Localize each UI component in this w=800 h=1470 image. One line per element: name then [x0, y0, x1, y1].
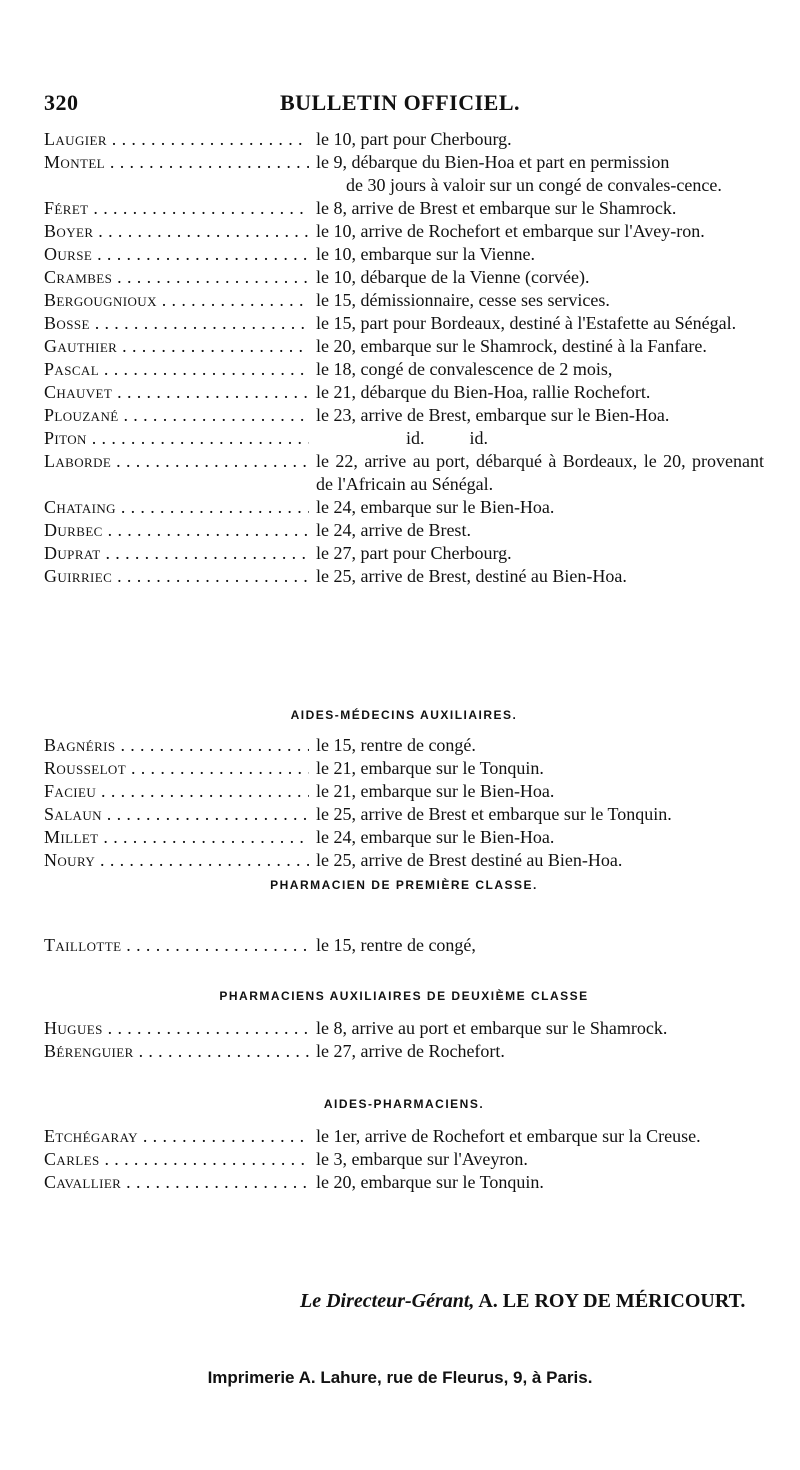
entry-name: Facieu . . .	[44, 780, 309, 803]
entry-desc: le 15, rentre de congé.	[316, 735, 476, 755]
entry	[44, 1148, 764, 1171]
entry-desc: le 27, part pour Cherbourg.	[316, 543, 512, 563]
entry-name: Gauthier . . .	[44, 335, 309, 358]
entry-list-group-4	[44, 1017, 764, 1063]
entry-name: Crambes . . .	[44, 266, 309, 289]
entry-name: Laugier . . .	[44, 128, 309, 151]
entry-desc: le 8, arrive au port et embarque sur le Shamrock.	[316, 1018, 668, 1038]
entry	[44, 826, 764, 849]
entry-desc: le 10, part pour Cherbourg.	[316, 129, 512, 149]
entry-name: Millet . . .	[44, 826, 309, 849]
entry-list-group-2	[44, 734, 764, 872]
printer-footer: Imprimerie A. Lahure, rue de Fleurus, 9, à Paris.	[207, 1368, 593, 1387]
entry-desc: le 24, embarque sur le Bien-Hoa.	[316, 497, 555, 517]
entry-name: Plouzané . . .	[44, 404, 309, 427]
entry-name: Duprat . . .	[44, 542, 309, 565]
entry-name: Rousselot . . .	[44, 757, 309, 780]
entry-name: Bérenguier . . .	[44, 1040, 309, 1063]
entry	[44, 780, 764, 803]
section-heading-pharmacien-premiere-classe: PHARMACIEN DE PREMIÈRE CLASSE.	[270, 878, 538, 892]
entry-name: Bergougnioux . . .	[44, 289, 309, 312]
entry-desc-continuation: de 30 jours à valoir sur un congé de convales-cence.	[346, 175, 722, 195]
entry	[44, 312, 764, 335]
entry-name: Salaun . . .	[44, 803, 309, 826]
section-heading-pharmaciens-auxiliaires: PHARMACIENS AUXILIAIRES DE DEUXIÈME CLASSE	[219, 989, 589, 1003]
entry-desc: le 8, arrive de Brest et embarque sur le Shamrock.	[316, 198, 677, 218]
entry	[44, 542, 764, 565]
page-number: 320	[44, 90, 79, 115]
entry-desc: le 10, arrive de Rochefort et embarque sur l'Avey-ron.	[316, 221, 705, 241]
entry-desc: le 27, arrive de Rochefort.	[316, 1041, 505, 1061]
entry	[44, 1171, 764, 1194]
entry-name: Chauvet . . .	[44, 381, 309, 404]
entry-desc: le 10, débarque de la Vienne (corvée).	[316, 267, 590, 287]
entry-desc: le 20, embarque sur le Shamrock, destiné à la Fanfare.	[316, 336, 707, 356]
entry-name: Montel . . .	[44, 151, 309, 174]
entry-name: Chataing . . .	[44, 496, 309, 519]
section-heading-aides-medecins: AIDES-MÉDECINS AUXILIAIRES.	[290, 708, 518, 722]
entry-desc: le 18, congé de convalescence de 2 mois,	[316, 359, 613, 379]
entry	[44, 1125, 764, 1148]
entry-list-group-1	[44, 128, 764, 588]
entry-name: Hugues . . .	[44, 1017, 309, 1040]
entry-name: Laborde . . .	[44, 450, 309, 473]
entry	[44, 803, 764, 826]
entry-name: Durbec . . .	[44, 519, 309, 542]
entry-desc	[316, 151, 764, 197]
entry-name: Guirriec . . .	[44, 565, 309, 588]
entry	[44, 358, 764, 381]
entry-name: Bosse . . .	[44, 312, 309, 335]
entry	[44, 289, 764, 312]
page-header	[44, 90, 756, 120]
entry-desc: le 25, arrive de Brest, destiné au Bien-Hoa.	[316, 566, 627, 586]
signature-name: A. LE ROY DE MÉRICOURT.	[478, 1290, 746, 1312]
entry	[44, 565, 764, 588]
entry-desc: le 15, démissionnaire, cesse ses services.	[316, 290, 610, 310]
entry-name: Boyer . . .	[44, 220, 309, 243]
entry	[44, 335, 764, 358]
running-title: BULLETIN OFFICIEL.	[279, 90, 521, 115]
entry-desc: le 21, débarque du Bien-Hoa, rallie Rochefort.	[316, 382, 651, 402]
entry	[44, 381, 764, 404]
entry	[44, 128, 764, 151]
entry-name: Taillotte . . .	[44, 934, 309, 957]
entry	[44, 519, 764, 542]
entry-name: Noury . . .	[44, 849, 309, 872]
entry-name: Etchégaray . . .	[44, 1125, 309, 1148]
entry-name: Pascal . . .	[44, 358, 309, 381]
entry	[44, 757, 764, 780]
entry	[44, 243, 764, 266]
entry-desc: le 21, embarque sur le Tonquin.	[316, 758, 544, 778]
entry-desc: le 25, arrive de Brest destiné au Bien-Hoa.	[316, 850, 623, 870]
entry-desc-line: le 9, débarque du Bien-Hoa et part en permission	[316, 152, 670, 172]
entry-name: Ourse . . .	[44, 243, 309, 266]
entry-desc: le 25, arrive de Brest et embarque sur le Tonquin.	[316, 804, 672, 824]
entry	[44, 734, 764, 757]
entry-desc: le 15, part pour Bordeaux, destiné à l'Estafette au Sénégal.	[316, 313, 737, 333]
entry-desc: le 21, embarque sur le Bien-Hoa.	[316, 781, 555, 801]
entry-desc: le 15, rentre de congé,	[316, 935, 476, 955]
entry	[44, 266, 764, 289]
entry-desc: id. id.	[406, 428, 489, 448]
entry-desc: le 24, arrive de Brest.	[316, 520, 471, 540]
entry	[44, 1017, 764, 1040]
entry	[44, 151, 764, 197]
entry	[44, 197, 764, 220]
entry-name: Carles . . .	[44, 1148, 309, 1171]
entry-desc: le 20, embarque sur le Tonquin.	[316, 1172, 544, 1192]
entry	[44, 849, 764, 872]
entry-name: Piton . . .	[44, 427, 309, 450]
entry-desc: le 22, arrive au port, débarqué à Bordeaux, le 20, provenant de l'Africain au Sénégal.	[316, 451, 764, 494]
entry-desc: le 1er, arrive de Rochefort et embarque sur la Creuse.	[316, 1126, 701, 1146]
entry-name: Cavallier . . .	[44, 1171, 309, 1194]
entry-desc: le 10, embarque sur la Vienne.	[316, 244, 536, 264]
section-heading-aides-pharmaciens: AIDES-PHARMACIENS.	[323, 1097, 485, 1111]
entry	[44, 427, 764, 450]
entry	[44, 220, 764, 243]
entry	[44, 1040, 764, 1063]
entry-name: Bagnéris . . .	[44, 734, 309, 757]
entry	[44, 934, 764, 957]
entry-list-group-3	[44, 934, 764, 957]
entry-desc: le 3, embarque sur l'Aveyron.	[316, 1149, 528, 1169]
signature-title: Le Directeur-Gérant,	[300, 1290, 475, 1312]
entry	[44, 450, 764, 496]
entry	[44, 404, 764, 427]
signature	[300, 1290, 745, 1313]
entry-name: Féret . . .	[44, 197, 309, 220]
entry	[44, 496, 764, 519]
entry-desc: le 23, arrive de Brest, embarque sur le Bien-Hoa.	[316, 405, 670, 425]
entry-list-group-5	[44, 1125, 764, 1194]
entry-desc: le 24, embarque sur le Bien-Hoa.	[316, 827, 555, 847]
